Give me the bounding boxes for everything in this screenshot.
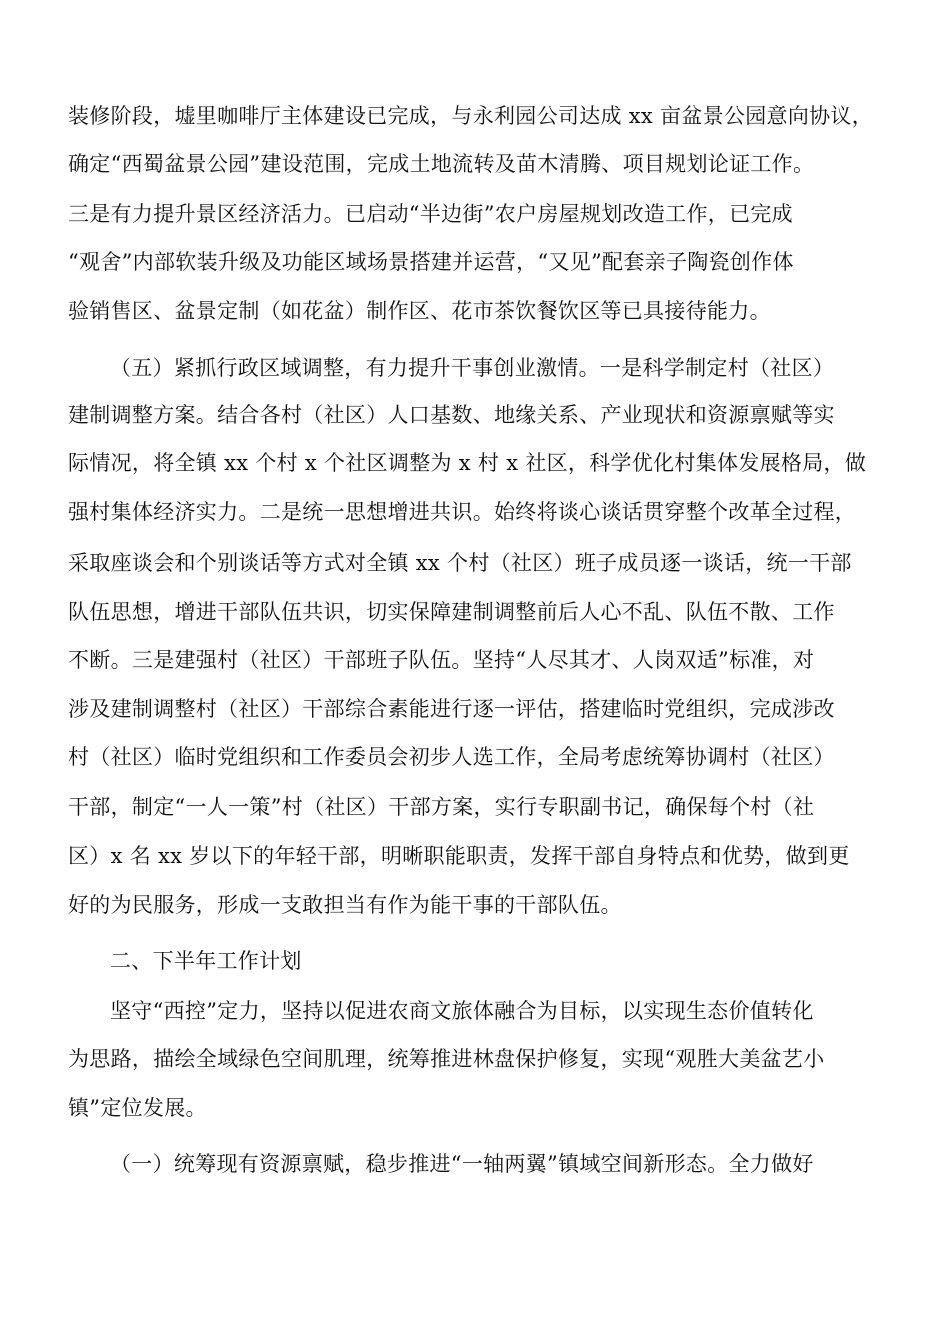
text-line: 采取座谈会和个别谈话等方式对全镇 xx 个村（社区）班子成员逐一谈话，统一干部: [68, 551, 852, 575]
text-line: 镇”定位发展。: [68, 1096, 207, 1120]
paragraph-heading: （一）统筹现有资源禀赋，稳步推进“一轴两翼”镇域空间新形态。全力做好: [110, 1152, 814, 1176]
text-line: 三是有力提升景区经济活力。已启动“半边街”农户房屋规划改造工作，已完成: [68, 202, 793, 226]
text-line: 坚守“西控”定力，坚持以促进农商文旅体融合为目标，以实现生态价值转化: [110, 999, 814, 1023]
text-line: 确定“西蜀盆景公园”建设范围，完成土地流转及苗木清腾、项目规划论证工作。: [68, 152, 815, 176]
section-heading: 二、下半年工作计划: [110, 949, 302, 973]
text-line: 际情况，将全镇 xx 个村 x 个社区调整为 x 村 x 社区，科学优化村集体发展格局，做: [68, 451, 867, 475]
text-line: 队伍思想，增进干部队伍共识，切实保障建制调整前后人心不乱、队伍不散、工作: [68, 600, 835, 624]
text-line: 区）x 名 xx 岁以下的年轻干部，明晰职能职责，发挥干部自身特点和优势，做到更: [68, 844, 850, 868]
text-line: 装修阶段，墟里咖啡厅主体建设已完成，与永利园公司达成 xx 亩盆景公园意向协议，: [68, 104, 874, 128]
text-line: 不断。三是建强村（社区）干部班子队伍。坚持“人尽其才、人岗双适”标准，对: [68, 648, 815, 672]
text-line: 村（社区）临时党组织和工作委员会初步人选工作，全局考虑统筹协调村（社区）: [68, 745, 835, 769]
text-line: 干部，制定“一人一策”村（社区）干部方案，实行专职副书记，确保每个村（社: [68, 795, 815, 819]
text-line: 验销售区、盆景定制（如花盆）制作区、花市茶饮餐饮区等已具接待能力。: [68, 299, 771, 323]
text-line: 建制调整方案。结合各村（社区）人口基数、地缘关系、产业现状和资源禀赋等实: [68, 403, 835, 427]
text-line: 好的为民服务，形成一支敢担当有作为能干事的干部队伍。: [68, 893, 622, 917]
text-line: 涉及建制调整村（社区）干部综合素能进行逐一评估，搭建临时党组织，完成涉改: [68, 697, 835, 721]
text-line: “观舍”内部软装升级及功能区域场景搭建并运营，“又见”配套亲子陶瓷创作体: [68, 250, 794, 274]
text-line: 强村集体经济实力。二是统一思想增进共识。始终将谈心谈话贯穿整个改革全过程，: [68, 500, 857, 524]
text-line: 为思路，描绘全域绿色空间肌理，统筹推进林盘保护修复，实现“观胜大美盆艺小: [68, 1047, 825, 1071]
paragraph-heading: （五）紧抓行政区域调整，有力提升干事创业激情。一是科学制定村（社区）: [110, 356, 835, 380]
